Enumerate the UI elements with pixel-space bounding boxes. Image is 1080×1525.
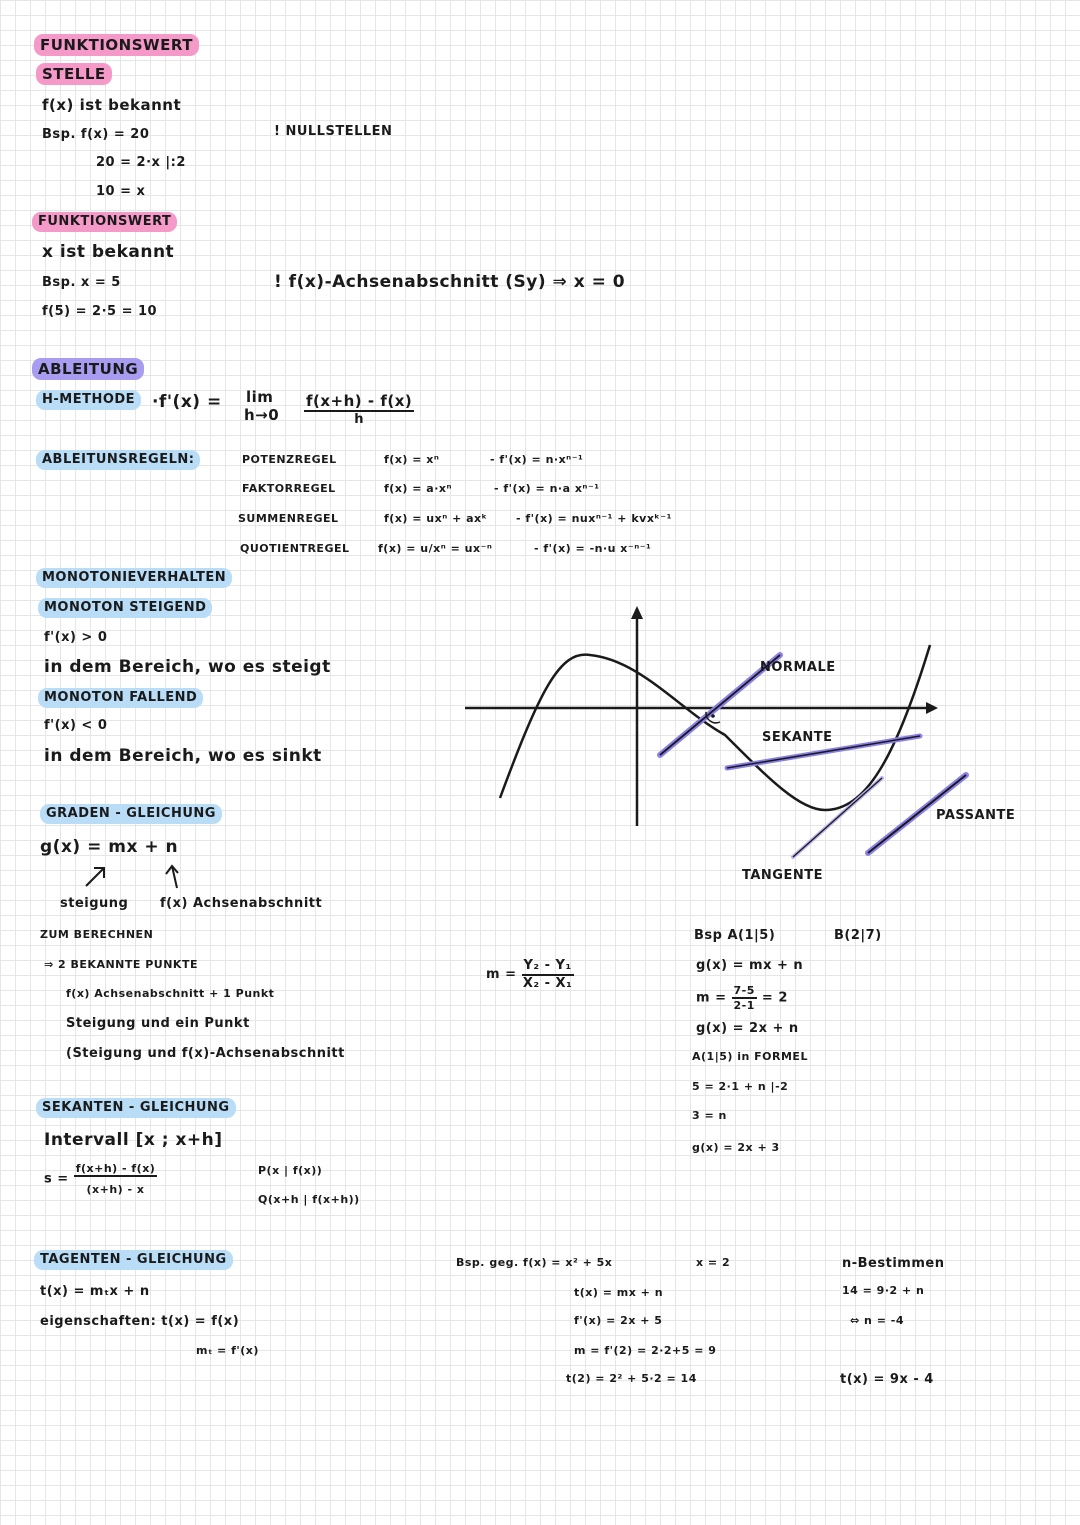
rule-name-summen: SUMMENREGEL bbox=[238, 512, 339, 525]
limit-label: lim bbox=[246, 388, 274, 406]
x-axis-arrow bbox=[926, 702, 938, 714]
heading-monoton-fallend: MONOTON FALLEND bbox=[38, 688, 203, 708]
label-steigung: steigung bbox=[60, 896, 129, 911]
label-h-methode: H-METHODE bbox=[36, 390, 141, 410]
tangenten-formula: t(x) = mₜx + n bbox=[40, 1284, 150, 1299]
heading-funktionswert-1: FUNKTIONSWERT bbox=[34, 34, 199, 56]
rule-d-potenz: - f'(x) = n·xⁿ⁻¹ bbox=[490, 453, 584, 466]
rule-f-faktor: f(x) = a·xⁿ bbox=[384, 482, 453, 495]
bsp-slope-result: = 2 bbox=[761, 990, 788, 1006]
note-achsenabschnitt: ! f(x)-Achsenabschnitt (Sy) ⇒ x = 0 bbox=[274, 272, 626, 292]
sekanten-interval: Intervall [x ; x+h] bbox=[44, 1130, 223, 1150]
bsp-slope-den: 2-1 bbox=[733, 999, 755, 1013]
stelle-line-2: Bsp. f(x) = 20 bbox=[42, 127, 150, 142]
bsp-slope-prefix: m = bbox=[696, 990, 727, 1006]
heading-monoton-steigend: MONOTON STEIGEND bbox=[38, 598, 212, 618]
bsp-tangente-l3: m = f'(2) = 2·2+5 = 9 bbox=[574, 1344, 717, 1357]
cubic-curve bbox=[500, 645, 930, 810]
bsp-tangente-l2: f'(x) = 2x + 5 bbox=[574, 1314, 663, 1327]
point-p: P(x | f(x)) bbox=[258, 1164, 323, 1177]
bsp-line-3: g(x) = 2x + n bbox=[696, 1021, 799, 1036]
slope-prefix: m = bbox=[486, 967, 517, 983]
bsp-tangente-head: Bsp. geg. f(x) = x² + 5x bbox=[456, 1256, 613, 1269]
right-angle-dot bbox=[711, 714, 715, 718]
bsp-line-7: g(x) = 2x + 3 bbox=[692, 1141, 780, 1154]
bsp-line-4: A(1|5) in FORMEL bbox=[692, 1050, 808, 1063]
stelle-line-3: 20 = 2·x |:2 bbox=[96, 155, 186, 170]
rule-f-potenz: f(x) = xⁿ bbox=[384, 453, 440, 466]
note-nullstellen: ! NULLSTELLEN bbox=[274, 124, 393, 139]
bsp-tangente-x: x = 2 bbox=[696, 1256, 731, 1269]
tangente-result: t(x) = 9x - 4 bbox=[840, 1372, 934, 1387]
heading-funktionswert-2: FUNKTIONSWERT bbox=[32, 212, 177, 232]
bsp-tangente-l1: t(x) = mx + n bbox=[574, 1286, 664, 1299]
dq-numerator: f(x+h) - f(x) bbox=[306, 392, 413, 410]
heading-monotonie: MONOTONIEVERHALTEN bbox=[36, 568, 232, 588]
text-steigend: in dem Bereich, wo es steigt bbox=[44, 657, 331, 677]
rule-name-potenz: POTENZREGEL bbox=[242, 453, 337, 466]
label-zum-berechnen: ZUM BERECHNEN bbox=[40, 928, 154, 941]
limit-subscript: h→0 bbox=[244, 406, 280, 424]
method-line-3: (Steigung und f(x)-Achsenabschnitt bbox=[66, 1046, 345, 1061]
method-line-1: f(x) Achsenabschnitt + 1 Punkt bbox=[66, 987, 275, 1000]
label-normale: NORMALE bbox=[760, 660, 836, 675]
funktionswert-line-1: x ist bekannt bbox=[42, 242, 175, 262]
n-bestimmen-line-2: ⇔ n = -4 bbox=[850, 1314, 904, 1327]
bsp-slope-num: 7-5 bbox=[732, 984, 757, 999]
n-bestimmen-heading: n-Bestimmen bbox=[842, 1256, 945, 1271]
label-achsenabschnitt: f(x) Achsenabschnitt bbox=[160, 896, 323, 911]
heading-tangenten: TAGENTEN - GLEICHUNG bbox=[34, 1250, 233, 1270]
rule-d-quotient: - f'(x) = -n·u x⁻ⁿ⁻¹ bbox=[534, 542, 652, 555]
bullet-bekannte-punkte: ⇒ 2 BEKANNTE PUNKTE bbox=[44, 958, 198, 971]
bsp-line-6: 3 = n bbox=[692, 1109, 727, 1122]
sekanten-prefix: s = bbox=[44, 1171, 69, 1187]
rule-d-summen: - f'(x) = nuxⁿ⁻¹ + kvxᵏ⁻¹ bbox=[516, 512, 672, 525]
stelle-line-1: f(x) ist bekannt bbox=[42, 96, 182, 114]
funktionswert-line-3: f(5) = 2·5 = 10 bbox=[42, 304, 158, 319]
bsp-line-1: g(x) = mx + n bbox=[696, 958, 804, 973]
bsp-points-a: Bsp A(1|5) bbox=[694, 928, 776, 943]
slope-denominator: X₂ - X₁ bbox=[522, 975, 573, 991]
point-q: Q(x+h | f(x+h)) bbox=[258, 1193, 360, 1206]
heading-ableitung: ABLEITUNG bbox=[32, 358, 144, 380]
heading-ableitungsregeln: ABLEITUNSREGELN: bbox=[36, 450, 200, 470]
label-passante: PASSANTE bbox=[936, 808, 1016, 823]
rule-d-faktor: - f'(x) = n·a xⁿ⁻¹ bbox=[494, 482, 600, 495]
bsp-tangente-l4: t(2) = 2² + 5·2 = 14 bbox=[566, 1372, 697, 1385]
y-axis-arrow bbox=[631, 606, 643, 619]
rule-f-quotient: f(x) = u/xⁿ = ux⁻ⁿ bbox=[378, 542, 493, 555]
bsp-slope bbox=[696, 984, 788, 1012]
arrow-steigung bbox=[86, 868, 104, 886]
n-bestimmen-line-1: 14 = 9·2 + n bbox=[842, 1284, 925, 1297]
tangenten-eig: eigenschaften: t(x) = f(x) bbox=[40, 1314, 240, 1329]
arrows-formula bbox=[80, 862, 190, 892]
rule-name-faktor: FAKTORREGEL bbox=[242, 482, 336, 495]
label-sekante: SEKANTE bbox=[762, 730, 833, 745]
text-fallend: in dem Bereich, wo es sinkt bbox=[44, 746, 322, 766]
cond-steigend: f'(x) > 0 bbox=[44, 630, 108, 645]
heading-sekanten: SEKANTEN - GLEICHUNG bbox=[36, 1098, 236, 1118]
tangent-line bbox=[793, 778, 882, 857]
sekanten-formula bbox=[44, 1162, 157, 1196]
sekanten-den: (x+h) - x bbox=[86, 1183, 145, 1197]
funktionswert-line-2: Bsp. x = 5 bbox=[42, 275, 121, 290]
slope-numerator: Y₂ - Y₁ bbox=[522, 958, 574, 976]
stelle-line-4: 10 = x bbox=[96, 184, 146, 199]
slope-formula bbox=[486, 958, 574, 991]
method-line-2: Steigung und ein Punkt bbox=[66, 1016, 250, 1031]
label-tangente: TANGENTE bbox=[742, 868, 823, 883]
tangenten-eig-2: mₜ = f'(x) bbox=[196, 1344, 259, 1357]
sekanten-num: f(x+h) - f(x) bbox=[74, 1162, 158, 1177]
dq-denominator: h bbox=[354, 412, 364, 427]
bsp-line-5: 5 = 2·1 + n |-2 bbox=[692, 1080, 789, 1093]
cond-fallend: f'(x) < 0 bbox=[44, 718, 108, 733]
formula-prefix: ·f'(x) = bbox=[152, 392, 222, 412]
heading-geraden: GRADEN - GLEICHUNG bbox=[40, 804, 222, 824]
rule-name-quotient: QUOTIENTREGEL bbox=[240, 542, 350, 555]
bsp-points-b: B(2|7) bbox=[834, 928, 882, 943]
rule-f-summen: f(x) = uxⁿ + axᵏ bbox=[384, 512, 488, 525]
heading-stelle: STELLE bbox=[36, 63, 112, 85]
geraden-formula: g(x) = mx + n bbox=[40, 837, 179, 857]
